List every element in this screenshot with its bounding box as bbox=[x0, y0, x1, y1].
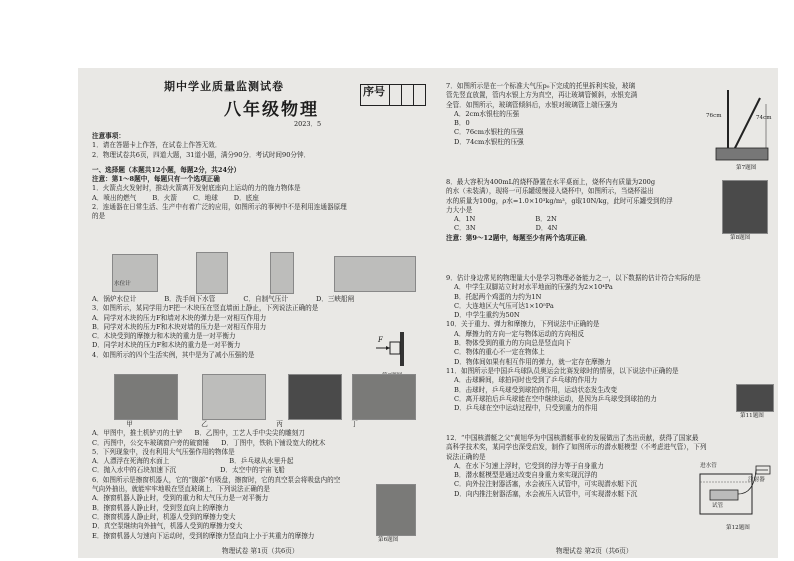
option: B．击球时，乒乓球受到球拍的作用，运动状态发生改变 bbox=[454, 385, 618, 394]
option: B．洗手间下水管 bbox=[164, 295, 216, 303]
question-8-block bbox=[446, 178, 716, 243]
question-4-options bbox=[92, 439, 422, 448]
submarine-model-figure bbox=[698, 460, 772, 520]
carving-knife-photo bbox=[202, 374, 266, 420]
question-8-options bbox=[454, 224, 716, 233]
ping-pong-photo bbox=[736, 384, 774, 412]
force-label: F bbox=[378, 336, 383, 344]
sink-drain-figure bbox=[196, 252, 228, 294]
option: C．地球 bbox=[192, 193, 218, 202]
questions-9-to-11 bbox=[446, 274, 772, 413]
part-label: 注射器 bbox=[748, 477, 765, 483]
photo-label: 丙 bbox=[276, 420, 283, 428]
section-note: 注意：第1～8题中，每题只有一个选项正确 bbox=[92, 175, 220, 184]
question-6: 6．如图所示是擦窗机器人，它的“腹部”有吸盘，擦窗时，它的真空泵会将吸盘内的空 bbox=[92, 475, 341, 484]
cola-can-photo bbox=[722, 180, 768, 234]
option: D．太空中的宇宙飞船 bbox=[220, 466, 285, 475]
option: D．丁图中，铁轨下铺设宽大的枕木 bbox=[221, 438, 326, 447]
question-4-options bbox=[92, 429, 422, 438]
height-label: 74cm bbox=[756, 115, 772, 121]
option: E．擦窗机器人匀速向下运动时，受到的摩擦力竖直向上小于其重力的摩擦力 bbox=[92, 531, 315, 540]
question-8-cont: 水的质量为100g，ρ水=1.0×10³kg/m³，g取10N/kg，此时可乐罐受到的浮 bbox=[446, 196, 673, 205]
figure-caption: 第12题图 bbox=[726, 525, 750, 531]
page-footer: 物理试卷 第2页（共6页） bbox=[556, 546, 633, 555]
figure-label: 水位计 bbox=[114, 281, 131, 287]
figure-caption: 第7题图 bbox=[736, 165, 757, 171]
question-2-options bbox=[92, 295, 422, 304]
note-line: 2．物理试卷共6页，四道大题，31道小题，满分90分．考试时间90分钟． bbox=[92, 150, 311, 159]
option: A．人漂浮在死海的水面上 bbox=[92, 457, 170, 466]
option: C．物体的重心不一定在物体上 bbox=[454, 348, 545, 357]
question-3: 3．如图所示，某同学用力F把一木块压在竖直墙面上静止，下列说法正确的是 bbox=[92, 304, 319, 313]
option: D．4N bbox=[535, 224, 558, 233]
exam-paper-scan bbox=[78, 68, 778, 558]
sequence-cell bbox=[413, 85, 426, 105]
question-2-cont: 的是 bbox=[92, 212, 106, 221]
option: C．离开球拍后乒乓球能在空中继续运动，是因为乒乓球受到球拍的力 bbox=[454, 394, 657, 403]
question-2: 2．连通器在日常生活、生产中有着广泛的应用，如图所示的事例中不是利用连通器原理 bbox=[92, 203, 347, 212]
option: C．76cm水银柱的压强 bbox=[454, 128, 524, 137]
question-8-cont: 的水（未装满），现将一可乐罐缓慢浸入烧杯中，如图所示，当烧杯溢出 bbox=[446, 187, 654, 196]
option: A．中学生双脚站立时对水平地面的压强约为2×10⁴Pa bbox=[454, 283, 613, 292]
question-7: 7．如图所示是在一个标准大气压p₀下完成的托里拆利实验，玻璃 bbox=[446, 82, 636, 90]
option: A．擦窗机器人静止时，受到的重力和大气压力是一对平衡力 bbox=[92, 494, 269, 503]
option: B．擦窗机器人静止时，受到竖直向上的摩擦力 bbox=[92, 503, 229, 512]
height-label: 76cm bbox=[706, 113, 722, 119]
barometer-bottle-figure bbox=[270, 252, 294, 294]
option: B．乒乓球从水里升起 bbox=[229, 457, 294, 466]
option: C．大连地区大气压可达1×10⁵Pa bbox=[454, 301, 554, 310]
question-6-cont: 气向外抽出，就能牢牢地吸在竖直玻璃上．下列说法正确的是 bbox=[92, 485, 271, 494]
question-4: 4．如图所示的四个生活实例，其中是为了减小压强的是 bbox=[92, 350, 255, 359]
option: B．2N bbox=[535, 215, 557, 224]
question-8: 8．最大容积为400mL的烧杯静置在水平桌面上，烧杯内有质量为200g bbox=[446, 178, 656, 186]
option: B．火箭 bbox=[152, 193, 177, 202]
page-one bbox=[92, 68, 422, 558]
question-9: 9．估计身边常见的物理量大小是学习物理必备能力之一，以下数据的估计符合实际的是 bbox=[446, 274, 701, 282]
page-footer: 物理试卷 第1页（共6页） bbox=[222, 546, 299, 555]
photo-label: 乙 bbox=[201, 420, 208, 428]
wall-force-figure bbox=[374, 330, 414, 370]
page-two bbox=[446, 68, 772, 558]
question-1-options bbox=[92, 194, 422, 203]
question-7-block bbox=[446, 82, 706, 147]
option: C．木块受到的摩擦力和木块的重力是一对平衡力 bbox=[92, 332, 236, 341]
subject-title: 八年级物理 bbox=[224, 100, 319, 120]
option: A．击球瞬间，球拍同时也受到了乒乓球的作用力 bbox=[454, 376, 598, 385]
photo-label: 丁 bbox=[351, 420, 358, 428]
question-12-cont: 高科学技术奖，某同学也深受启发，制作了如图所示的潜水艇模型（不考虑进气管），下列 bbox=[446, 443, 707, 452]
window-robot-photo bbox=[376, 484, 416, 536]
section-note: 注意：第9～12题中，每题至少有两个选项正确． bbox=[446, 233, 592, 242]
question-7-cont: 管先竖直放置，管内水银上方为真空，再让玻璃管倾斜，水银充满 bbox=[446, 91, 638, 100]
railway-photo bbox=[352, 374, 416, 420]
question-7-cont: 全管．如图所示，玻璃管倾斜后，水银对玻璃管上端压强为 bbox=[446, 100, 618, 109]
part-label: 试管 bbox=[712, 503, 724, 509]
question-11: 11．如图所示是中国乒乓球队员奥运会比赛发球时的情景，以下说法中正确的是 bbox=[446, 366, 679, 375]
option: C．抛入水中的石块加速下沉 bbox=[92, 466, 177, 475]
section-heading: 一、选择题（本题共12小题，每题2分，共24分） bbox=[92, 165, 241, 174]
option: B．潜水艇模型是通过改变自身重力来实现沉浮的 bbox=[454, 471, 598, 480]
option: D．底座 bbox=[233, 193, 259, 202]
option: D．物体间如果有相互作用的弹力，就一定存在摩擦力 bbox=[454, 357, 611, 366]
option: A．摩擦力的方向一定与物体运动的方向相反 bbox=[454, 329, 585, 338]
question-12: 12．“中国核潜艇之父”黄旭华为中国核潜艇事业的发展做出了杰出贡献，获得了国家最 bbox=[446, 434, 699, 442]
figure-caption: 第8题图 bbox=[730, 235, 751, 241]
option: C．擦窗机器人静止时，机器人受到的摩擦力变大 bbox=[92, 512, 236, 521]
option: C．丙图中，公交车玻璃窗户旁的破窗锤 bbox=[92, 438, 210, 447]
notes-block bbox=[92, 132, 422, 222]
sequence-number-box bbox=[360, 84, 426, 106]
question-5-options bbox=[92, 466, 422, 475]
torricelli-figure bbox=[706, 84, 772, 164]
option: A．在水下匀速上浮时，它受到的浮力等于自身重力 bbox=[454, 461, 604, 470]
option: D．向内推注射器活塞，水会被压入试管中，可实现潜水艇下沉 bbox=[454, 489, 638, 498]
safety-hammer-photo bbox=[288, 374, 342, 420]
option: C．3N bbox=[454, 224, 476, 233]
option: A．喷出的燃气 bbox=[92, 193, 137, 202]
option: A．甲图中，推土机铲刃的土铲 bbox=[92, 429, 183, 438]
questions-2-to-4 bbox=[92, 295, 422, 360]
sequence-label: 序号 bbox=[363, 85, 385, 98]
option: B．0 bbox=[454, 119, 470, 128]
option: B．乙图中，工艺人手中尖尖的雕刻刀 bbox=[194, 429, 305, 438]
exam-date: 2023．5 bbox=[294, 120, 322, 128]
option: D．真空泵继续向外抽气，机器人受到的摩擦力变大 bbox=[92, 522, 243, 531]
option: B．同学对木块的压力F和木块对墙的压力是一对相互作用力 bbox=[92, 322, 267, 331]
option: C．自制气压计 bbox=[243, 295, 288, 303]
torricelli-diagram bbox=[712, 84, 772, 164]
notes-header: 注意事项： bbox=[92, 132, 125, 140]
question-8-cont: 力大小是 bbox=[446, 205, 473, 214]
question-5: 5．下列现象中，没有利用大气压强作用的物体是 bbox=[92, 447, 235, 456]
exam-title: 期中学业质量监测试卷 bbox=[164, 80, 284, 93]
figure-caption: 第6题图 bbox=[378, 537, 399, 543]
option: B．物体受到的重力的方向总是竖直向下 bbox=[454, 339, 571, 348]
note-line: 1．请在答题卡上作答，在试卷上作答无效． bbox=[92, 141, 222, 150]
question-8-options bbox=[454, 215, 716, 224]
option: D．中学生重约为50N bbox=[454, 311, 520, 320]
questions-4-to-6 bbox=[92, 420, 422, 541]
ship-lock-figure bbox=[334, 256, 416, 292]
photo-labels bbox=[92, 420, 392, 429]
bulldozer-photo bbox=[114, 374, 178, 420]
figure-caption: 第11题图 bbox=[740, 413, 764, 419]
question-10: 10．关于重力、弹力和摩擦力，下列说法中正确的是 bbox=[446, 320, 600, 329]
question-12-cont: 说法正确的是 bbox=[446, 452, 486, 461]
option: A．2cm水银柱的压强 bbox=[454, 109, 520, 118]
option: A．锅炉水位计 bbox=[92, 295, 137, 303]
option: D．三峡船闸 bbox=[315, 295, 355, 303]
option: A．1N bbox=[454, 215, 476, 224]
photo-label: 甲 bbox=[126, 420, 133, 428]
option: B．托起两个鸡蛋的力约为1N bbox=[454, 292, 542, 301]
part-label: 进水管 bbox=[700, 463, 717, 469]
question-1: 1．火箭点火发射时，推动火箭离开发射底座向上运动的力的施力物体是 bbox=[92, 184, 301, 193]
option: D．乒乓球在空中运动过程中，只受到重力的作用 bbox=[454, 404, 598, 413]
option: D．74cm水银柱的压强 bbox=[454, 137, 524, 146]
option: A．同学对木块的压力F和墙对木块的弹力是一对相互作用力 bbox=[92, 313, 267, 322]
option: C．向外拉注射器活塞，水会被压入试管中，可实现潜水艇下沉 bbox=[454, 480, 638, 489]
option: D．同学对木块的压力F和木块的重力是一对平衡力 bbox=[92, 341, 241, 350]
